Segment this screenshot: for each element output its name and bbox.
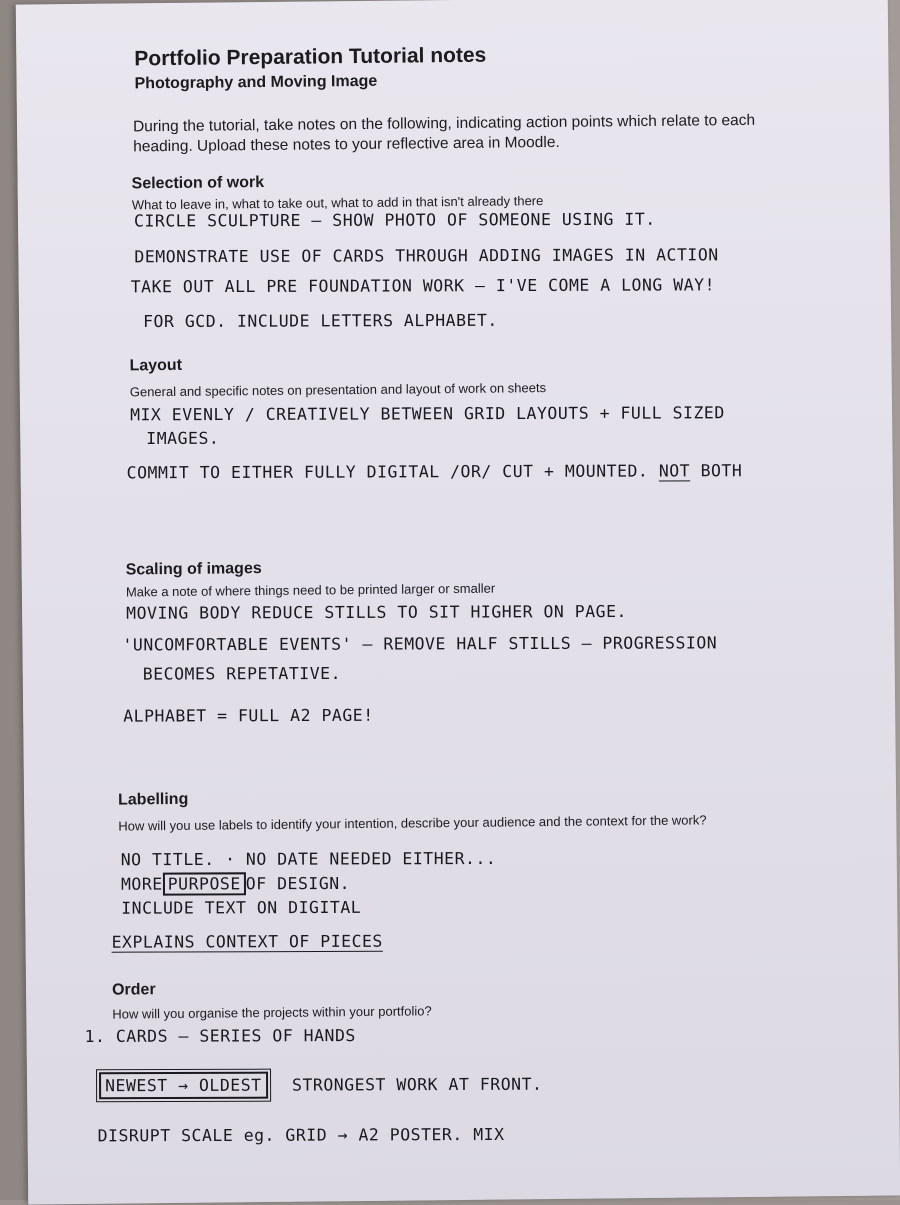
scaling-note-1: MOVING BODY REDUCE STILLS TO SIT HIGHER ON PAGE.: [126, 601, 627, 623]
scaling-note-4: ALPHABET = FULL A2 PAGE!: [123, 705, 374, 726]
layout-note-3: [127, 461, 743, 482]
scaling-prompt: Make a note of where things need to be printed larger or smaller: [125, 580, 496, 600]
selection-heading: Selection of work: [131, 174, 265, 193]
page-title: Portfolio Preparation Tutorial notes: [134, 43, 487, 71]
selection-note-4: FOR GCD. INCLUDE LETTERS ALPHABET.: [143, 310, 498, 332]
layout-note-both: BOTH: [700, 461, 743, 481]
scaling-note-2: 'UNCOMFORTABLE EVENTS' — REMOVE HALF STILLS — PROGRESSION: [122, 633, 718, 655]
layout-prompt: General and specific notes on presentation and layout of work on sheets: [129, 380, 547, 400]
labelling-note-2: [121, 874, 350, 894]
labelling-note-4: EXPLAINS CONTEXT OF PIECES: [111, 931, 383, 952]
labelling-heading: Labelling: [117, 790, 189, 809]
layout-note-not: NOT: [658, 461, 691, 481]
page-subtitle: Photography and Moving Image: [134, 72, 378, 93]
order-note-3: DISRUPT SCALE eg. GRID → A2 POSTER. MIX: [97, 1124, 505, 1146]
labelling-note-more: MORE: [120, 874, 163, 894]
order-prompt: How will you organise the projects within your portfolio?: [112, 1003, 432, 1022]
selection-note-2: DEMONSTRATE USE OF CARDS THROUGH ADDING IMAGES IN ACTION: [134, 245, 719, 267]
order-heading: Order: [111, 981, 156, 999]
selection-prompt: What to leave in, what to take out, what to add in that isn't already there: [131, 193, 544, 213]
labelling-prompt: How will you use labels to identify your intention, describe your audience and the context for the work?: [118, 812, 707, 834]
labelling-note-3: INCLUDE TEXT ON DIGITAL: [121, 897, 362, 918]
order-note-strongest: STRONGEST WORK AT FRONT.: [291, 1074, 543, 1095]
layout-heading: Layout: [129, 356, 183, 375]
selection-note-3: TAKE OUT ALL PRE FOUNDATION WORK — I'VE COME A LONG WAY!: [130, 275, 716, 297]
scaling-note-3: BECOMES REPETATIVE.: [142, 663, 342, 684]
layout-note-3-text: COMMIT TO EITHER FULLY DIGITAL /OR/ CUT + MOUNTED.: [126, 461, 649, 483]
intro-text: During the tutorial, take notes on the following, indicating action points which relate to each heading. Upload these notes to your reflective area in Moodle.: [132, 111, 756, 156]
selection-note-1: CIRCLE SCULPTURE — SHOW PHOTO OF SOMEONE USING IT.: [133, 209, 656, 231]
scaling-heading: Scaling of images: [125, 560, 262, 579]
order-note-2: [99, 1075, 542, 1096]
newest-oldest-box: NEWEST → OLDEST: [99, 1072, 268, 1100]
layout-note-2: IMAGES.: [146, 428, 220, 449]
labelling-note-design: OF DESIGN.: [245, 873, 351, 894]
layout-note-1: MIX EVENLY / CREATIVELY BETWEEN GRID LAYOUTS + FULL SIZED: [130, 403, 725, 425]
order-note-1: 1. CARDS — SERIES OF HANDS: [84, 1026, 356, 1046]
labelling-note-1: NO TITLE. · NO DATE NEEDED EITHER...: [120, 848, 497, 870]
purpose-box: PURPOSE: [163, 872, 246, 895]
notes-sheet: [16, 0, 900, 1205]
